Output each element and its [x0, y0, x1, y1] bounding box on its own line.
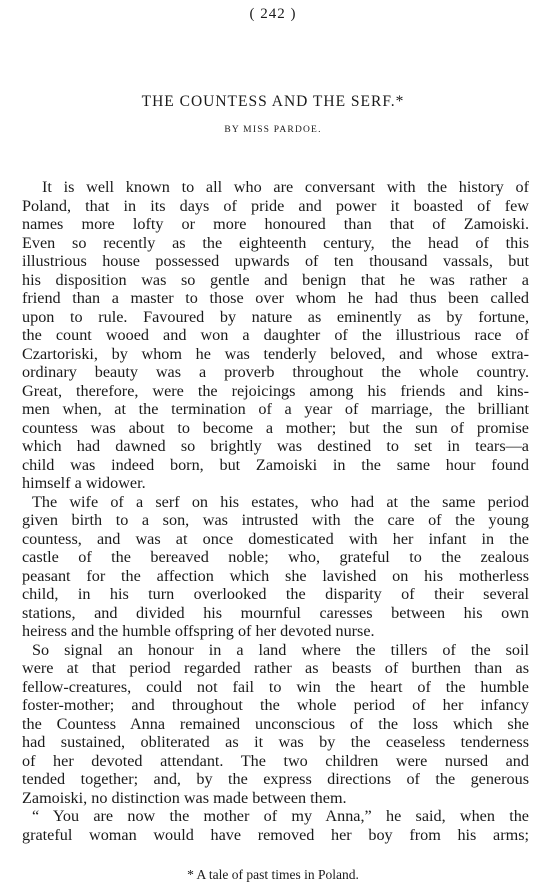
text-line: heiress and the humble offspring of her devoted nurse. — [22, 622, 375, 640]
text-line: countess was about to become a mother; but the sun of promise — [22, 418, 529, 437]
text-line: illustrious house possessed upwards of ten thousand vassals, but — [22, 252, 529, 270]
text-line: given birth to a son, was intrusted with the care of the young — [22, 511, 529, 529]
text-line: upon to rule. Favoured by nature as eminently as by fortune, — [22, 307, 529, 326]
text-line: grateful woman would have removed her boy from his arms; — [22, 825, 529, 844]
text-line: stations, and divided his mournful caresses between his own — [22, 603, 529, 622]
text-line: fellow-creatures, could not fail to win the heart of the humble — [22, 677, 529, 696]
text-line: tended together; and, by the express directions of the generous — [22, 770, 529, 788]
page-number: ( 242 ) — [249, 6, 297, 22]
text-line: So signal an honour in a land where the tillers of the soil — [32, 640, 529, 659]
text-line: the count wooed and won a daughter of the illustrious race of — [22, 326, 529, 344]
text-line: castle of the bereaved noble; who, grateful to the zealous — [22, 548, 529, 566]
article-title: THE COUNTESS AND THE SERF.* — [141, 93, 405, 110]
text-line: Czartoriski, by whom he was tenderly beloved, and whose extra- — [22, 344, 529, 363]
text-line: Great, therefore, were the rejoicings among his friends and kins- — [22, 381, 529, 400]
text-line: child, in his turn overlooked the disparity of their several — [22, 585, 529, 603]
article-body — [22, 178, 529, 844]
text-line: foster-mother; and throughout the whole period of her infancy — [22, 696, 529, 714]
text-line: his disposition was so gentle and benign that he was rather a — [22, 270, 529, 289]
text-line: of her devoted attendant. The two children were nursed and — [22, 751, 529, 770]
text-line: countess, and was at once domesticated with her infant in the — [22, 529, 529, 548]
text-line: Zamoiski, no distinction was made between them. — [22, 788, 347, 807]
text-line: child was indeed born, but Zamoiski in the same hour found — [22, 455, 529, 474]
text-line: which had dawned so brightly was destined to set in tears—a — [22, 437, 529, 455]
text-line: peasant for the affection which she lavished on his motherless — [22, 566, 529, 585]
text-line: names more lofty or more honoured than that of Zamoiski. — [22, 215, 529, 233]
text-line: ordinary beauty was a proverb throughout the whole country. — [22, 363, 529, 381]
text-line: Poland, that in its days of pride and power it boasted of few — [22, 196, 529, 215]
text-line: The wife of a serf on his estates, who had at the same period — [32, 492, 529, 511]
text-line: were at that period regarded rather as beasts of burthen than as — [22, 659, 529, 677]
text-line: It is well known to all who are conversant with the history of — [42, 178, 529, 196]
text-line: Even so recently as the eighteenth century, the head of this — [22, 233, 529, 252]
text-line: himself a widower. — [22, 474, 146, 492]
author-byline: BY MISS PARDOE. — [224, 125, 322, 135]
text-line: “ You are now the mother of my Anna,” he said, when the — [32, 807, 529, 825]
text-line: had sustained, obliterated as it was by the ceaseless tenderness — [22, 733, 529, 751]
text-line: men when, at the termination of a year of marriage, the brilliant — [22, 400, 529, 418]
footnote: * A tale of past times in Poland. — [187, 867, 359, 882]
text-line: the Countess Anna remained unconscious of the loss which she — [22, 714, 529, 733]
text-line: friend than a master to those over whom he had thus been called — [22, 289, 529, 307]
